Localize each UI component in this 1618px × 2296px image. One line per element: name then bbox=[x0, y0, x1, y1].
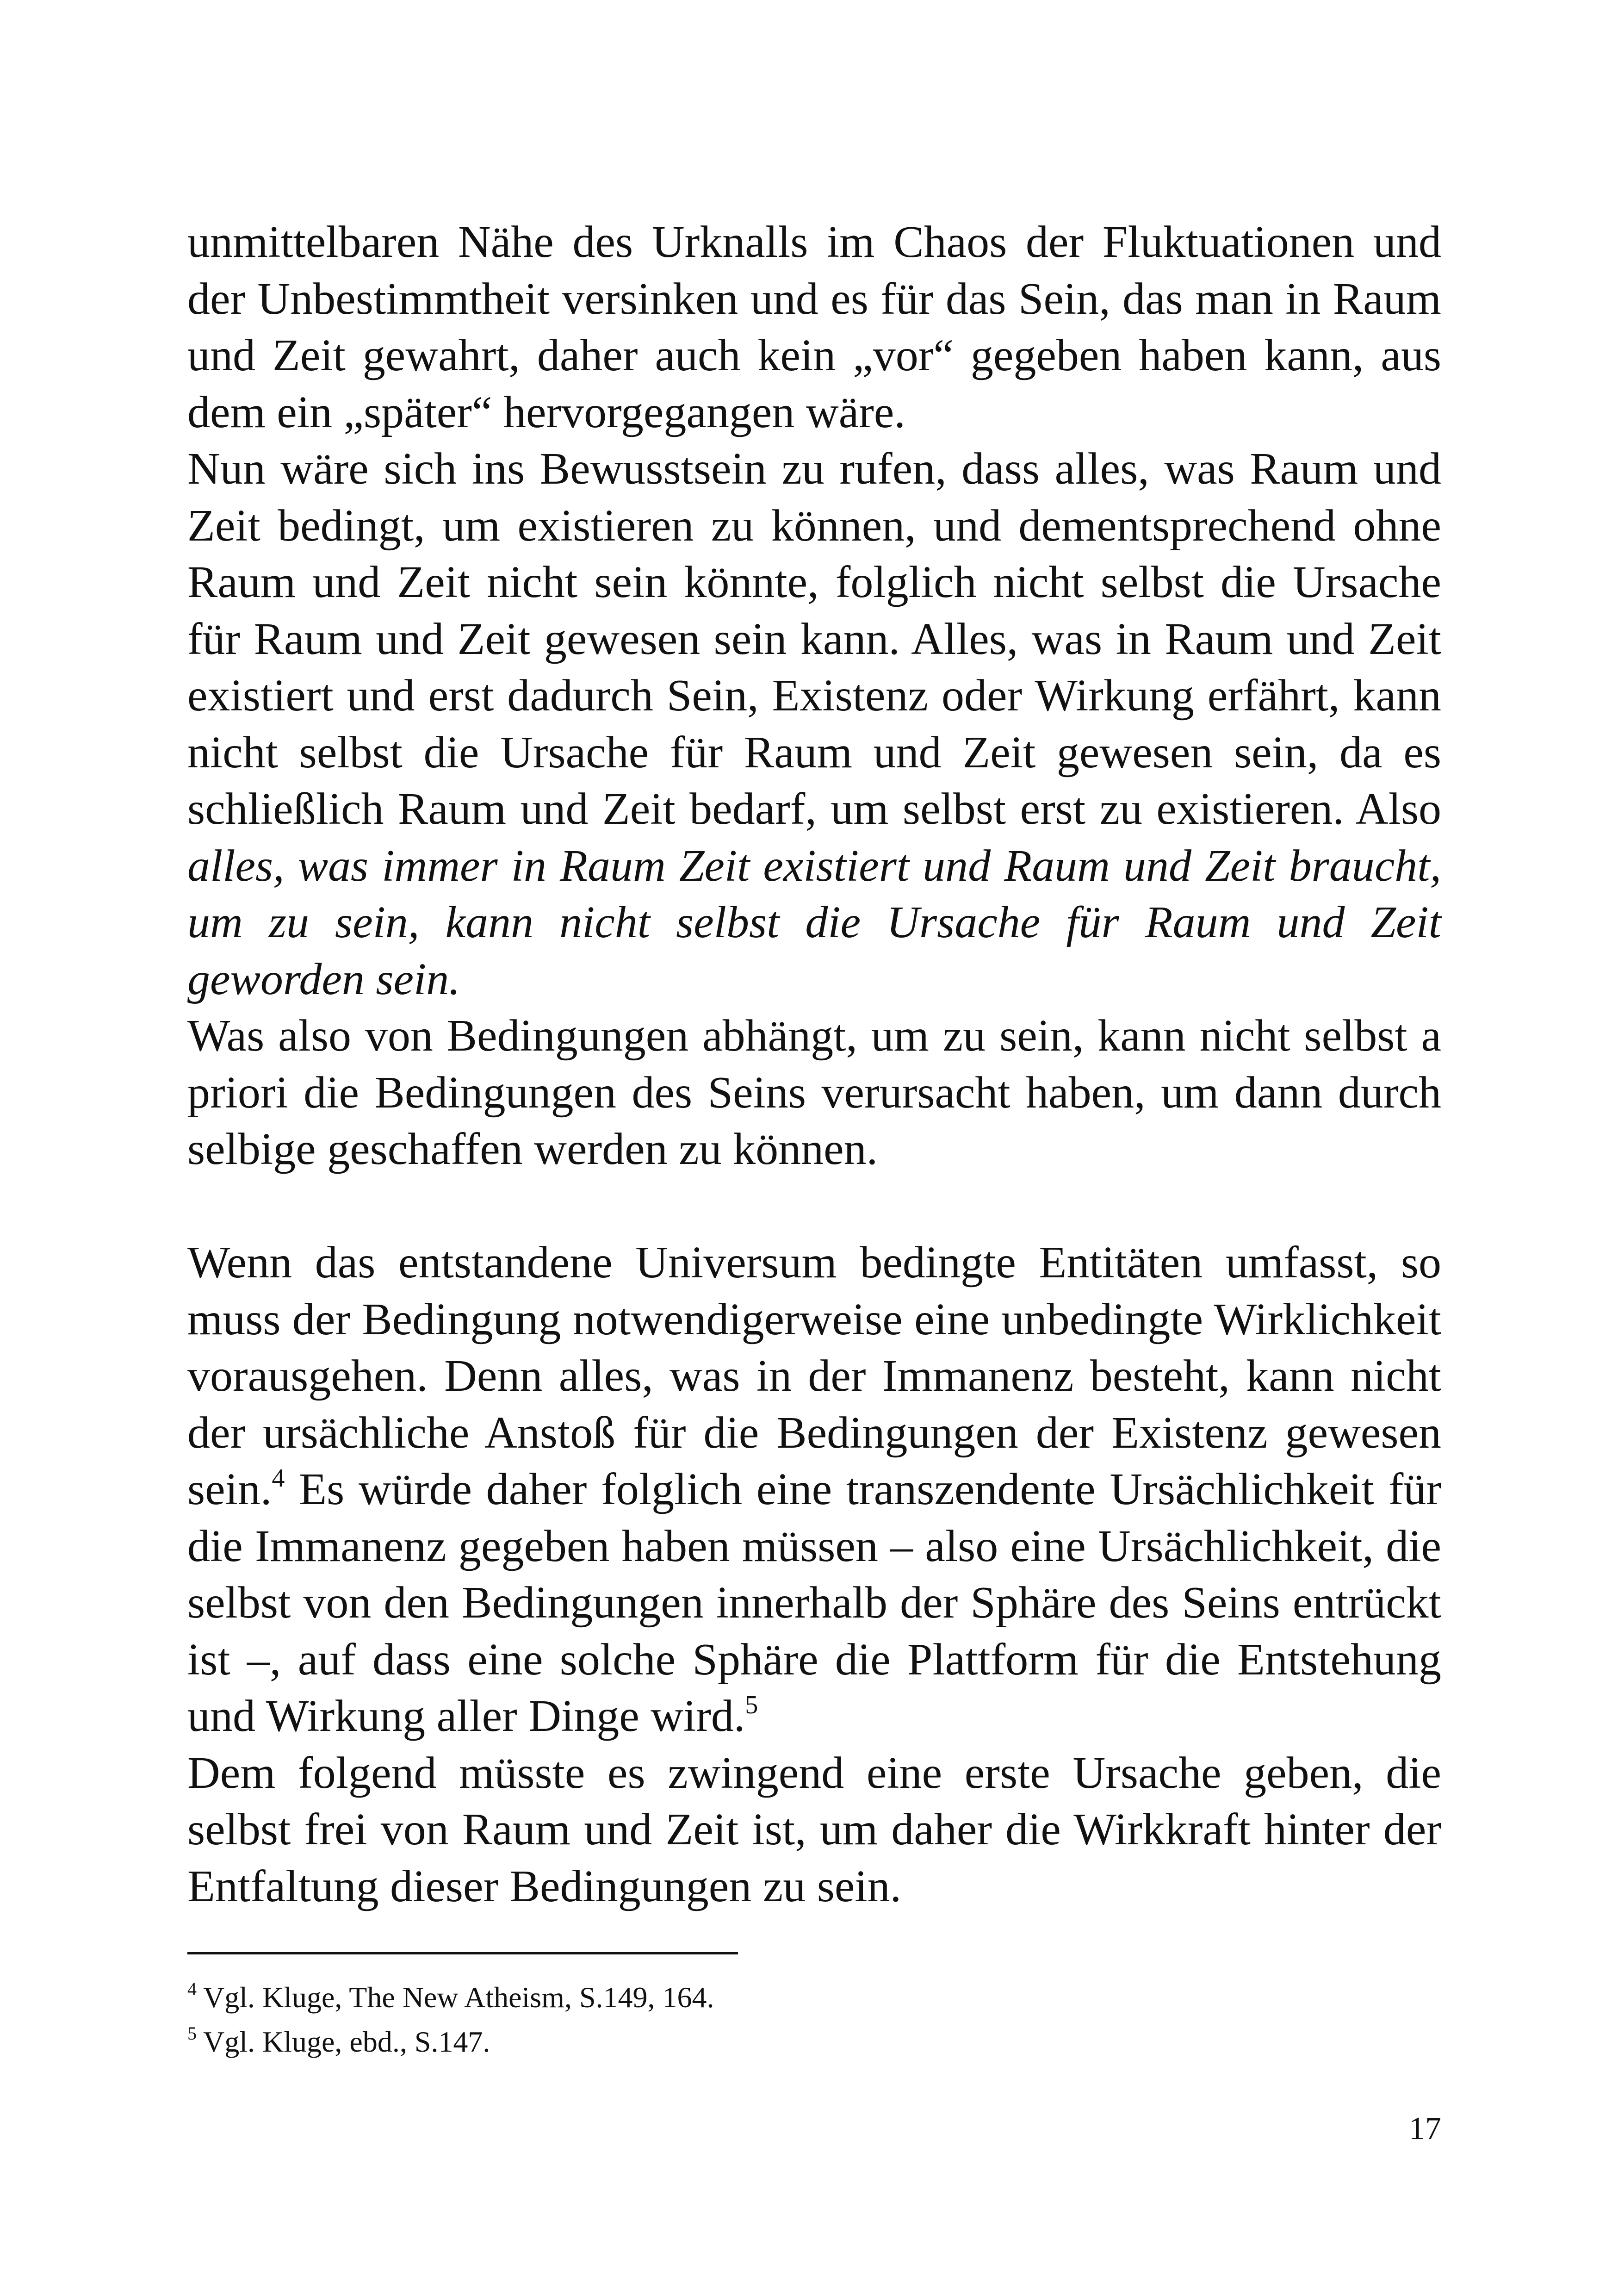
footnote-5 bbox=[187, 2020, 1441, 2064]
footnote-reference-4[interactable]: 4 bbox=[272, 1464, 285, 1493]
paragraph-2 bbox=[187, 441, 1441, 1008]
paragraph-1-text: unmittelbaren Nähe des Urknalls im Chaos der Fluktuationen und der Unbestimmtheit versinken und es für das Sein, das man in Raum und Zeit gewahrt, daher auch kein „vor“ gegeben haben kann, aus dem ein „später“ hervorgegangen wäre. bbox=[187, 217, 1441, 437]
paragraph-5-text: Dem folgend müsste es zwingend eine erste Ursache geben, die selbst frei von Raum und Zeit ist, um daher die Wirkkraft hinter der Entfaltung dieser Bedingungen zu sein. bbox=[187, 1748, 1441, 1911]
footnote-separator bbox=[187, 1952, 738, 1954]
paragraph-5 bbox=[187, 1745, 1441, 1915]
paragraph-4-text-part-1: Wenn das entstandene Universum bedingte Entitäten umfasst, so muss der Bedingung notwendigerweise eine unbedingte Wirklichkeit vorausgehen. Denn alles, was in der Immanenz besteht, kann nicht der ursächliche Anstoß für die Bedingungen der Existenz gewesen sein. bbox=[187, 1238, 1441, 1514]
paragraph-3-text: Was also von Bedingungen abhängt, um zu sein, kann nicht selbst a priori die Bedingungen des Seins verursacht haben, um dann durch selbige geschaffen werden zu können. bbox=[187, 1011, 1441, 1174]
paragraph-4-text-part-2: Es würde daher folglich eine transzendente Ursächlichkeit für die Immanenz gegeben haben müssen – also eine Ursächlichkeit, die selbst von den Bedingungen innerhalb der Sphäre des Seins entrückt ist –, auf dass eine solche Sphäre die Plattform für die Entstehung und Wirkung aller Dinge wird. bbox=[187, 1464, 1441, 1741]
footnote-5-number: 5 bbox=[187, 2023, 197, 2044]
footnotes bbox=[187, 1975, 1441, 2064]
paragraph-1 bbox=[187, 214, 1441, 441]
main-text bbox=[187, 214, 1441, 1915]
paragraph-4 bbox=[187, 1234, 1441, 1745]
page-number: 17 bbox=[1409, 2111, 1441, 2147]
footnote-4-text: Vgl. Kluge, The New Atheism, S.149, 164. bbox=[203, 1981, 714, 2014]
footnote-4-number: 4 bbox=[187, 1979, 197, 1999]
paragraph-2-text: Nun wäre sich ins Bewusstsein zu rufen, dass alles, was Raum und Zeit bedingt, um existieren zu können, und dementsprechend ohne Raum und Zeit nicht sein könnte, folglich nicht selbst die Ursache für Raum und Zeit gewesen sein kann. Alles, was in Raum und Zeit existiert und erst dadurch Sein, Existenz oder Wirkung erfährt, kann nicht selbst die Ursache für Raum und Zeit gewesen sein, da es schließlich Raum und Zeit bedarf, um selbst erst zu existieren. Also bbox=[187, 444, 1441, 834]
footnote-5-text: Vgl. Kluge, ebd., S.147. bbox=[203, 2025, 490, 2058]
footnote-reference-5[interactable]: 5 bbox=[745, 1691, 758, 1719]
paragraph-3 bbox=[187, 1008, 1441, 1178]
paragraph-2-italic-text: alles, was immer in Raum Zeit existiert und Raum und Zeit braucht, um zu sein, kann nicht selbst die Ursache für Raum und Zeit geworden sein. bbox=[187, 840, 1441, 1004]
footnote-4 bbox=[187, 1975, 1441, 2020]
